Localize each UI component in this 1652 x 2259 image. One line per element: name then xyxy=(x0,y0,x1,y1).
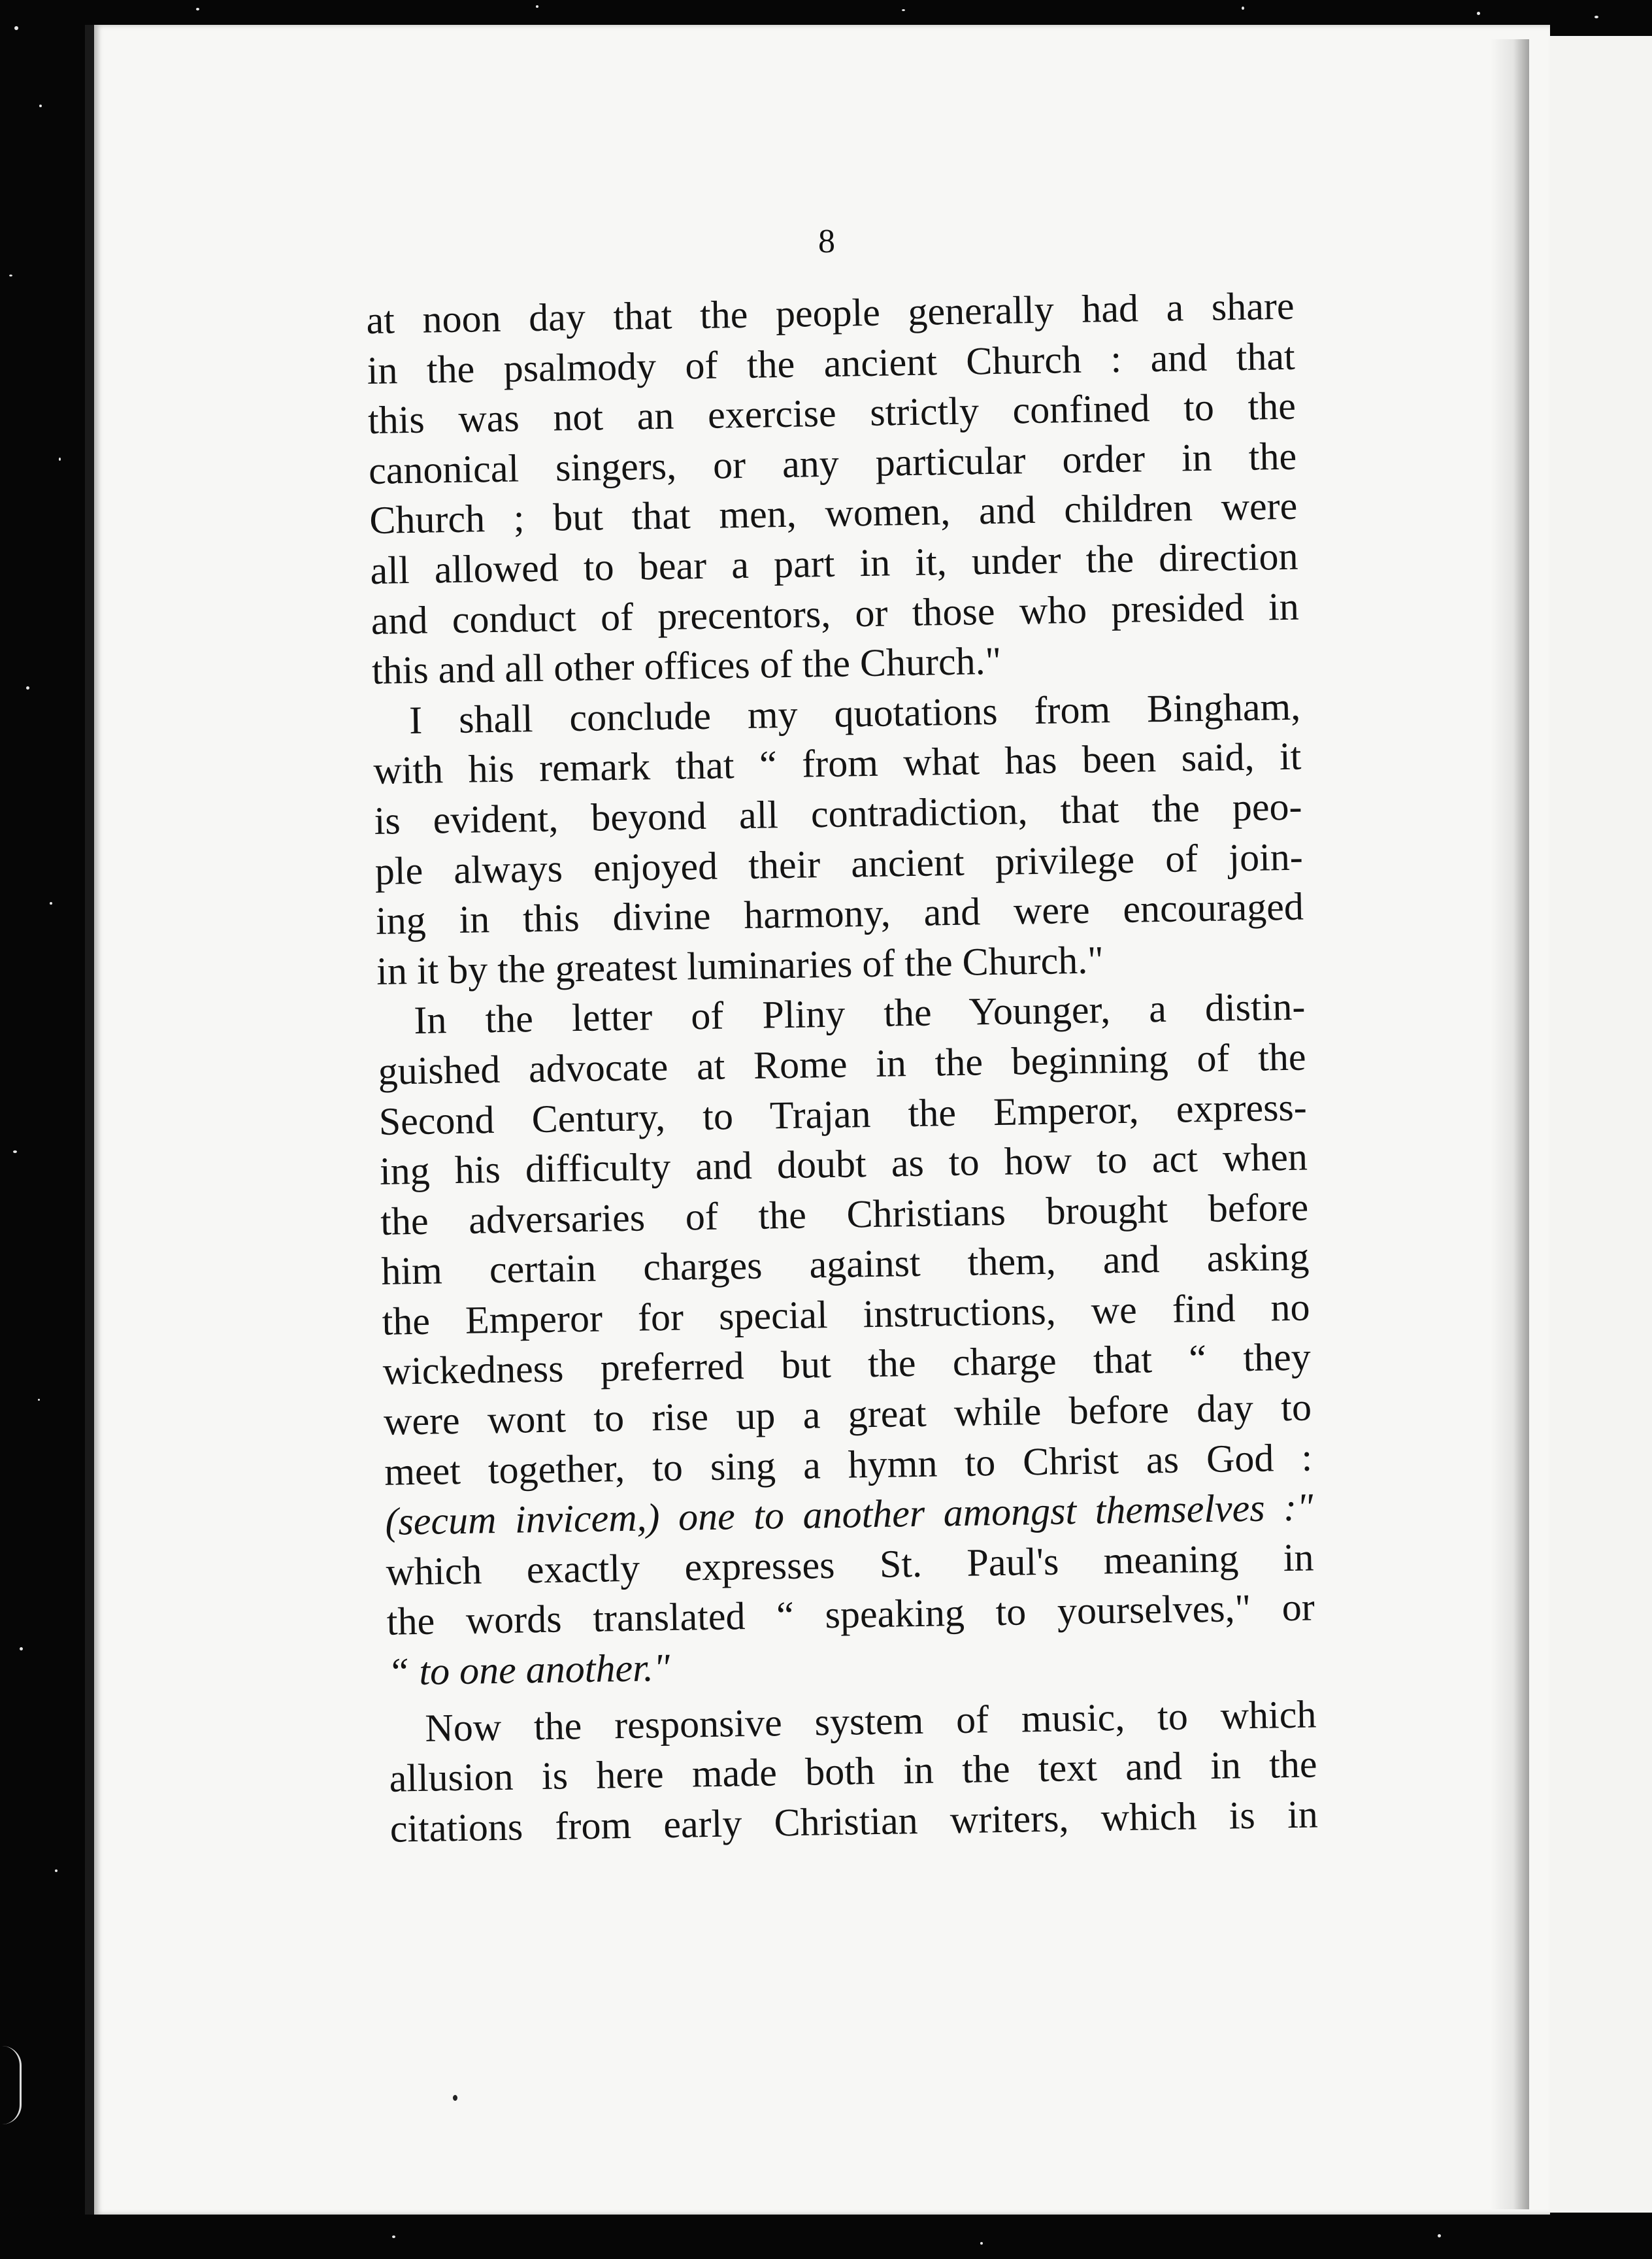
text-line: this was not an exercise strictly confined to the xyxy=(367,384,1297,443)
scan-speck xyxy=(1242,7,1244,10)
scan-speck xyxy=(980,2242,983,2245)
text-line: the adversaries of the Christians brought before xyxy=(380,1185,1309,1243)
text-line: and conduct of precentors, or those who presided in xyxy=(371,584,1300,643)
text-line: Church ; but that men, women, and children were xyxy=(369,484,1298,543)
scan-speck xyxy=(55,1869,58,1872)
text-line: in it by the greatest luminaries of the Church." xyxy=(376,938,1104,993)
text-line: guished advocate at Rome in the beginning of the xyxy=(378,1035,1306,1093)
scan-speck xyxy=(59,458,61,461)
scan-speck xyxy=(902,9,905,11)
text-line: the words translated “ speaking to yourselves," or xyxy=(386,1585,1315,1644)
text-line: him certain charges against them, and asking xyxy=(380,1235,1310,1294)
text-line: this and all other offices of the Church." xyxy=(371,639,1002,693)
scan-speck xyxy=(1477,12,1480,15)
text-line: were wont to rise up a great while before day to xyxy=(383,1385,1312,1443)
scan-speck xyxy=(196,8,199,10)
text-line: Now the responsive system of music, to which xyxy=(424,1692,1317,1750)
text-line: meet together, to sing a hymn to Christ as God : xyxy=(384,1435,1313,1494)
scan-speck xyxy=(1594,16,1598,18)
text-line: which exactly expresses St. Paul's meaning in xyxy=(386,1535,1315,1594)
scan-speck xyxy=(9,275,12,276)
scan-speck xyxy=(13,1150,17,1153)
text-line: allusion is here made both in the text and in the xyxy=(389,1742,1317,1800)
body-text xyxy=(366,281,1318,1854)
text-line: I shall conclude my quotations from Bingham, xyxy=(408,684,1301,742)
text-line: ing his difficulty and doubt as to how to act when xyxy=(379,1135,1308,1193)
page-gutter-shadow xyxy=(1490,39,1529,2209)
scan-speck xyxy=(1438,2234,1441,2237)
text-line: In the letter of Pliny the Younger, a distin- xyxy=(413,984,1306,1043)
text-line-italic: (secum invicem,) one to another amongst themselves :" xyxy=(384,1485,1313,1544)
page-number: 8 xyxy=(818,223,835,260)
scan-speck xyxy=(392,2235,395,2238)
text-line-italic: “ to one another." xyxy=(387,1645,670,1694)
scan-speck xyxy=(536,5,538,8)
text-line: Second Century, to Trajan the Emperor, express- xyxy=(378,1085,1308,1143)
text-line: the Emperor for special instructions, we find no xyxy=(382,1285,1311,1343)
text-line: in the psalmody of the ancient Church : and that xyxy=(367,334,1296,392)
scan-artifact xyxy=(0,2046,22,2124)
adjacent-page-edge xyxy=(1533,36,1652,2213)
scan-speck xyxy=(50,902,52,905)
text-line: wickedness preferred but the charge that “ they xyxy=(382,1335,1312,1394)
text-line: at noon day that the people generally had a share xyxy=(366,284,1295,342)
scan-speck xyxy=(39,105,42,107)
text-line: ing in this divine harmony, and were encouraged xyxy=(375,884,1304,943)
text-line: citations from early Christian writers, which is in xyxy=(389,1792,1319,1850)
scan-speck xyxy=(38,1399,40,1401)
scan-speck xyxy=(20,1647,23,1650)
scan-speck xyxy=(26,686,29,690)
text-line: with his remark that “ from what has been said, it xyxy=(372,734,1302,793)
ink-dot xyxy=(453,2095,457,2101)
scan-speck xyxy=(14,26,18,30)
text-line: canonical singers, or any particular order in the xyxy=(368,434,1297,492)
text-line: is evident, beyond all contradiction, that the peo- xyxy=(374,784,1302,843)
text-line: all allowed to bear a part in it, under the direction xyxy=(370,534,1298,592)
text-line: ple always enjoyed their ancient privilege of join- xyxy=(374,835,1304,893)
